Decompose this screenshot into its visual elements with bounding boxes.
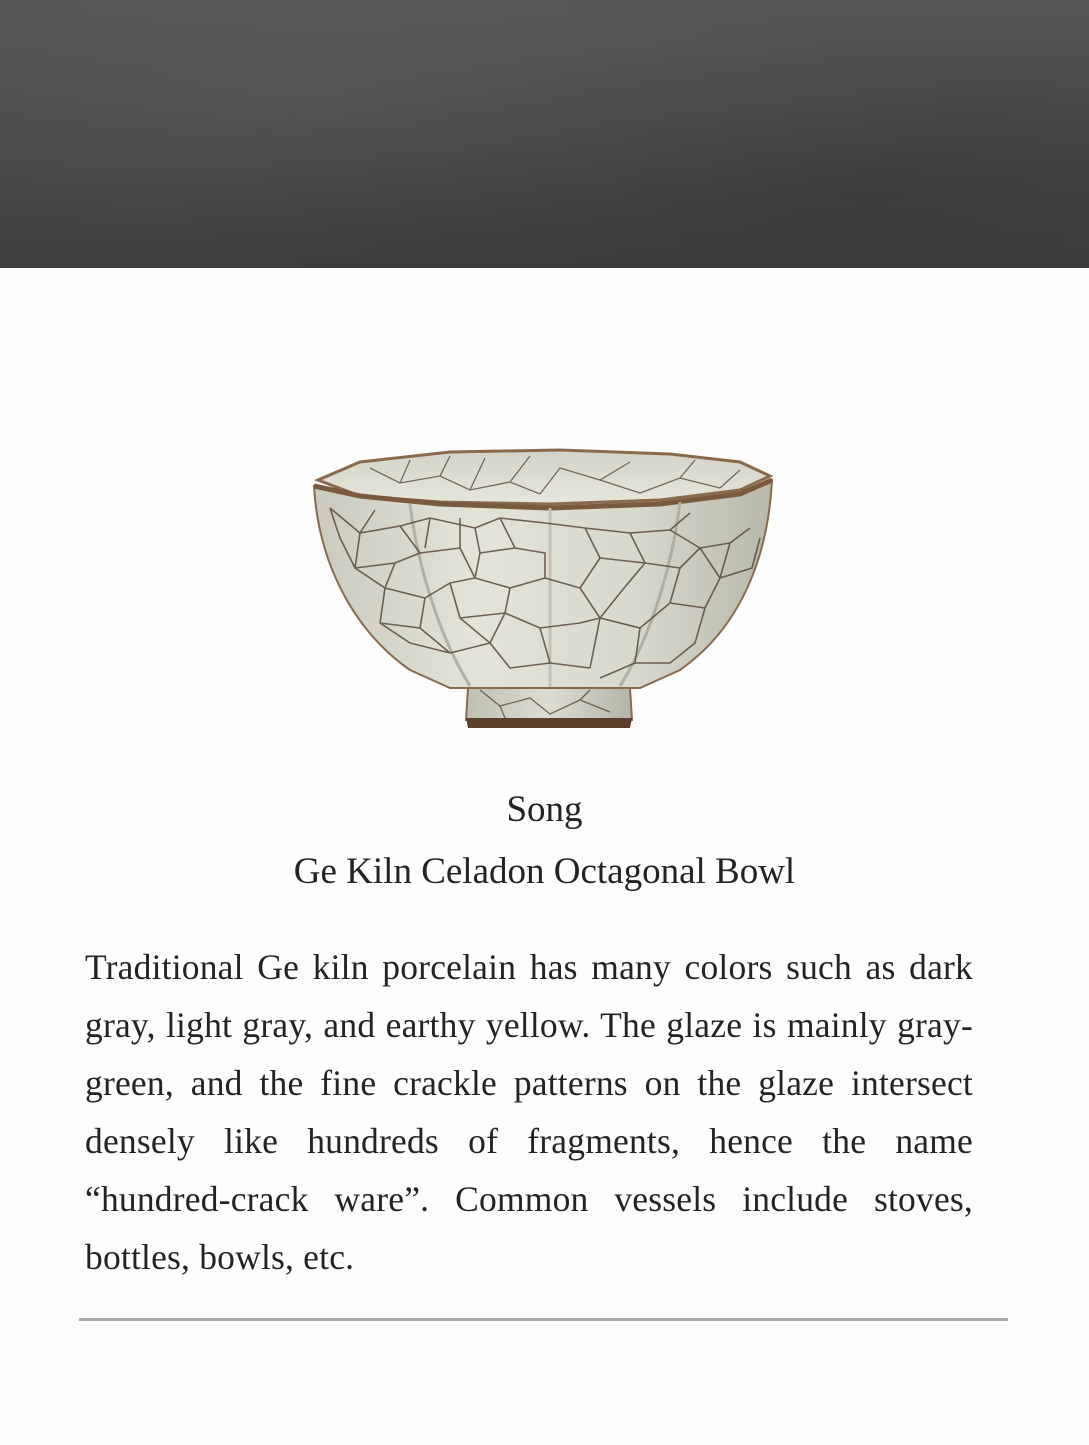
exhibit-title: Ge Kiln Celadon Octagonal Bowl [293, 851, 796, 892]
exhibit-period: Song [506, 789, 583, 830]
header-image-band [0, 0, 1089, 268]
divider-line [79, 1318, 1008, 1321]
bowl-image [300, 438, 780, 738]
exhibit-description: Traditional Ge kiln porcelain has many colors such as dark gray, light gray, and earthy yellow. The glaze is mainly gray-green, and the fine crackle patterns on the glaze intersect densely like hundreds of fragments, hence the name “hundred-crack ware”. Common vessels include stoves, bottles, bowls, etc. [85, 947, 973, 1277]
